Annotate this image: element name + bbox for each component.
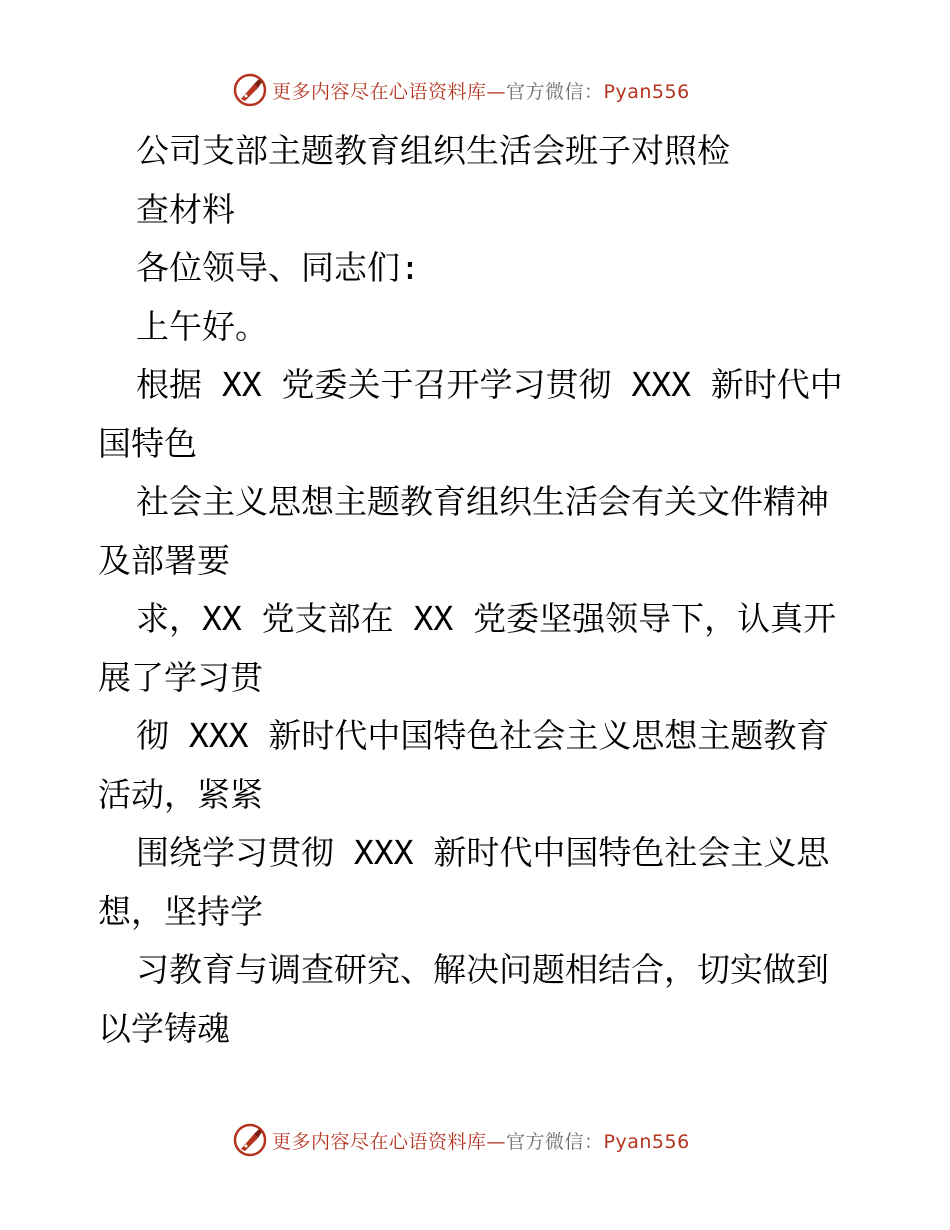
doc-paragraph-line: 求，XX 党支部在 XX 党委坚强领导下，认真开 (136, 599, 837, 638)
doc-paragraph-line: 展了学习贯 (98, 657, 263, 697)
doc-paragraph-line: 彻 XXX 新时代中国特色社会主义思想主题教育 (136, 716, 830, 755)
doc-paragraph-line: 想，坚持学 (98, 891, 263, 931)
doc-title-line-1: 公司支部主题教育组织生活会班子对照检 (136, 131, 730, 170)
doc-paragraph-line: 习教育与调查研究、解决问题相结合，切实做到 (136, 950, 829, 989)
footer-watermark-banner (232, 1120, 732, 1160)
pen-nib-logo-icon (232, 72, 268, 108)
doc-paragraph-line: 围绕学习贯彻 XXX 新时代中国特色社会主义思 (136, 833, 830, 872)
doc-paragraph-line: 及部署要 (98, 540, 230, 580)
doc-paragraph-line: 社会主义思想主题教育组织生活会有关文件精神 (136, 482, 829, 521)
doc-paragraph-line: 活动，紧紧 (98, 774, 263, 814)
banner-text: 更多内容尽在心语资料库—官方微信：Pyan556 (272, 80, 690, 103)
doc-greeting: 上午好。 (136, 306, 268, 346)
pen-nib-logo-icon (232, 1122, 268, 1158)
document-body (98, 122, 868, 1058)
doc-paragraph-line: 国特色 (98, 423, 197, 463)
banner-text: 更多内容尽在心语资料库—官方微信：Pyan556 (272, 1130, 690, 1153)
doc-paragraph-line: 以学铸魂 (98, 1008, 230, 1048)
doc-title-line-2: 查材料 (136, 189, 235, 229)
doc-salutation: 各位领导、同志们: (136, 248, 420, 287)
doc-paragraph-line: 根据 XX 党委关于召开学习贯彻 XXX 新时代中 (136, 365, 843, 404)
header-watermark-banner (232, 70, 732, 110)
